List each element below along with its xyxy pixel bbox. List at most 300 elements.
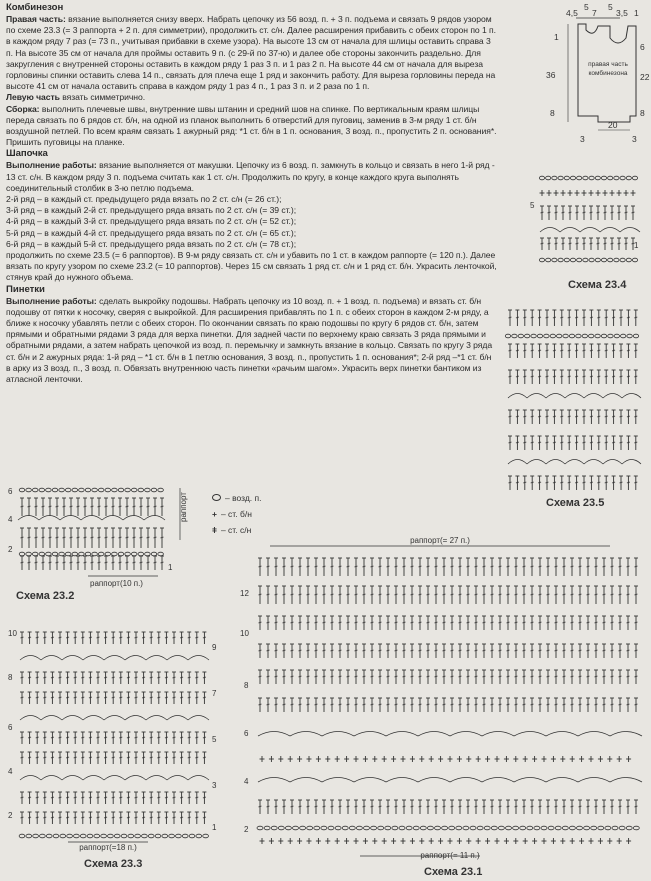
dc-bar: [119, 506, 122, 507]
row-number-right: 5: [212, 735, 217, 744]
dc-bar: [70, 562, 73, 563]
chain-row: [539, 258, 637, 262]
chain-stitch: [59, 552, 65, 556]
dc-bar: [91, 537, 94, 538]
dc-bar: [516, 317, 519, 318]
dc-bar: [491, 676, 494, 677]
chain-stitch: [257, 826, 263, 830]
dc-bar: [595, 806, 598, 807]
dc-bar: [579, 622, 582, 623]
chain-stitch: [145, 488, 151, 492]
dc-bar: [467, 566, 470, 567]
dc-bar: [119, 562, 122, 563]
chain-stitch: [550, 334, 555, 338]
dc-bar: [142, 697, 145, 698]
dc-bar: [563, 622, 566, 623]
dc-bar: [611, 806, 614, 807]
dc-bar: [403, 704, 406, 705]
dc-bar: [507, 566, 510, 567]
dc-bar: [307, 650, 310, 651]
dc-bar: [105, 537, 108, 538]
single-crochet-icon: +: [212, 509, 217, 519]
dc-bar: [499, 622, 502, 623]
dc-bar: [509, 482, 512, 483]
rapport-bottom-label: раппорт(= 11 п.): [420, 851, 480, 860]
dc-bar: [259, 676, 262, 677]
dc-bar: [119, 817, 122, 818]
dc-bar: [142, 637, 145, 638]
chain-stitch: [39, 488, 45, 492]
dc-bar: [590, 243, 593, 244]
dc-bar: [51, 637, 54, 638]
dc-bar: [571, 622, 574, 623]
dc-bar: [395, 676, 398, 677]
dc-bar: [403, 806, 406, 807]
dc-bar: [467, 704, 470, 705]
dc-bar: [427, 704, 430, 705]
dc-bar: [112, 537, 115, 538]
chain-arch: [188, 656, 209, 661]
chain-arch: [83, 716, 104, 721]
chain-arch: [354, 732, 386, 737]
dc-bar: [70, 506, 73, 507]
dc-bar: [36, 697, 39, 698]
dc-bar: [443, 704, 446, 705]
dc-bar: [36, 677, 39, 678]
dc-bar: [587, 650, 590, 651]
booties-work-paragraph: [6, 296, 498, 386]
dc-bar: [112, 562, 115, 563]
dc-bar: [161, 506, 164, 507]
row-number-1: 1: [634, 241, 639, 250]
dc-bar: [323, 622, 326, 623]
dc-bar: [387, 806, 390, 807]
dc-bar: [307, 676, 310, 677]
chain-stitch: [26, 488, 32, 492]
dc-bar: [427, 650, 430, 651]
dc-bar: [538, 442, 541, 443]
chain-stitch: [138, 488, 144, 492]
chain-arch: [146, 656, 167, 661]
row-number-4: 4: [244, 777, 249, 786]
chain-arch: [386, 778, 418, 783]
dc-bar: [331, 806, 334, 807]
dc-bar: [507, 676, 510, 677]
dc-bar: [605, 442, 608, 443]
dc-bar: [516, 376, 519, 377]
dc-bar: [491, 622, 494, 623]
dc-bar: [539, 566, 542, 567]
chain-stitch: [576, 334, 581, 338]
dc-bar: [553, 350, 556, 351]
dc-bar: [355, 594, 358, 595]
dc-bar: [150, 677, 153, 678]
dc-bar: [569, 243, 572, 244]
dc-row: [508, 370, 638, 384]
chain-stitch: [632, 258, 637, 262]
dc-bar: [203, 737, 206, 738]
chain-arch: [508, 394, 527, 399]
caption-schema-23-4: Схема 23.4: [568, 279, 627, 291]
dc-bar: [135, 817, 138, 818]
dc-bar: [547, 704, 550, 705]
dc-bar: [553, 317, 556, 318]
dc-bar: [21, 562, 24, 563]
dc-bar: [451, 650, 454, 651]
dc-bar: [451, 676, 454, 677]
chain-arch: [560, 228, 580, 233]
chain-stitch: [142, 834, 148, 838]
dc-bar: [119, 737, 122, 738]
dc-bar: [395, 594, 398, 595]
dc-bar: [635, 676, 638, 677]
dc-bar: [112, 506, 115, 507]
chain-arch: [104, 776, 125, 781]
chain-stitch: [577, 176, 582, 180]
dc-bar: [36, 797, 39, 798]
dc-bar: [180, 697, 183, 698]
dc-bar: [51, 697, 54, 698]
dc-bar: [611, 243, 614, 244]
dc-bar: [89, 677, 92, 678]
dc-bar: [267, 704, 270, 705]
chain-stitch: [413, 826, 419, 830]
chain-arch: [527, 460, 546, 465]
chain-arch: [622, 394, 641, 399]
dc-bar: [63, 537, 66, 538]
dc-row: [20, 498, 164, 516]
dc-bar: [259, 806, 262, 807]
dc-bar: [363, 704, 366, 705]
chain-stitch: [442, 826, 448, 830]
dc-bar: [491, 806, 494, 807]
dc-bar: [597, 416, 600, 417]
dc-bar: [419, 594, 422, 595]
dc-bar: [547, 594, 550, 595]
chain-arch: [290, 732, 322, 737]
chain-row: [19, 488, 163, 492]
dc-bar: [283, 566, 286, 567]
chain-arch: [60, 516, 81, 521]
chain-stitch: [564, 258, 569, 262]
dc-bar: [267, 676, 270, 677]
dc-bar: [459, 676, 462, 677]
chain-stitch: [85, 488, 91, 492]
chain-stitch: [162, 834, 168, 838]
chain-arch: [258, 732, 290, 737]
dc-bar: [315, 622, 318, 623]
dc-bar: [483, 676, 486, 677]
dc-bar: [575, 482, 578, 483]
arch-row: [18, 516, 165, 521]
dc-bar: [619, 566, 622, 567]
chain-stitch: [563, 334, 568, 338]
dc-bar: [371, 650, 374, 651]
dc-bar: [203, 797, 206, 798]
chain-stitch: [98, 488, 104, 492]
dc-bar: [195, 797, 198, 798]
dc-bar: [43, 697, 46, 698]
dc-bar: [173, 757, 176, 758]
chain-stitch: [570, 176, 575, 180]
dc-bar: [603, 594, 606, 595]
booties-work-label: Выполнение работы:: [6, 295, 97, 306]
dc-row: [20, 692, 206, 704]
dc-bar: [347, 622, 350, 623]
dc-bar: [42, 506, 45, 507]
dc-row: [540, 206, 635, 220]
dc-bar: [475, 566, 478, 567]
legend-sc: [212, 506, 262, 522]
dc-bar: [523, 350, 526, 351]
dim-right-1: 6: [640, 42, 645, 52]
dc-bar: [475, 806, 478, 807]
dc-bar: [91, 506, 94, 507]
dc-bar: [56, 537, 59, 538]
dc-bar: [127, 797, 130, 798]
chain-stitch: [19, 834, 25, 838]
chain-arch: [546, 732, 578, 737]
dc-bar: [387, 622, 390, 623]
dc-bar: [154, 562, 157, 563]
rapport-v-label: раппорт: [179, 492, 188, 522]
dc-bar: [579, 566, 582, 567]
dc-bar: [583, 482, 586, 483]
dc-bar: [634, 317, 637, 318]
dc-bar: [275, 650, 278, 651]
dc-bar: [127, 637, 130, 638]
dc-bar: [49, 562, 52, 563]
chain-stitch: [612, 826, 618, 830]
chain-stitch: [614, 176, 619, 180]
dc-bar: [339, 594, 342, 595]
dc-bar: [43, 817, 46, 818]
dc-bar: [135, 677, 138, 678]
dc-row: [258, 644, 638, 658]
dc-bar: [56, 506, 59, 507]
chain-row: [539, 176, 637, 180]
dc-bar: [291, 676, 294, 677]
dc-bar: [387, 704, 390, 705]
chain-stitch: [19, 488, 25, 492]
instructions-column: [6, 2, 498, 385]
dim-top-3: 7: [592, 8, 597, 18]
dc-bar: [560, 442, 563, 443]
dc-bar: [331, 704, 334, 705]
chain-stitch: [151, 488, 157, 492]
dc-bar: [291, 594, 294, 595]
dc-bar: [619, 704, 622, 705]
dc-bar: [419, 676, 422, 677]
dc-bar: [515, 704, 518, 705]
chain-stitch: [614, 258, 619, 262]
dc-bar: [339, 622, 342, 623]
dc-bar: [74, 677, 77, 678]
dc-bar: [74, 637, 77, 638]
dc-row: [508, 410, 638, 424]
chain-stitch: [158, 488, 164, 492]
dc-bar: [395, 704, 398, 705]
dc-bar: [66, 757, 69, 758]
dc-bar: [81, 677, 84, 678]
chain-arch: [514, 732, 546, 737]
dc-bar: [597, 317, 600, 318]
dc-bar: [546, 442, 549, 443]
dc-bar: [531, 566, 534, 567]
dc-bar: [140, 506, 143, 507]
dc-bar: [579, 594, 582, 595]
dc-row: [258, 800, 638, 814]
chain-stitch: [608, 258, 613, 262]
dc-bar: [597, 350, 600, 351]
dc-bar: [595, 566, 598, 567]
dc-bar: [323, 566, 326, 567]
chart-schema-23-2: [8, 482, 208, 588]
dc-bar: [267, 622, 270, 623]
dc-bar: [419, 650, 422, 651]
dc-bar: [605, 317, 608, 318]
dc-bar: [619, 676, 622, 677]
chain-arch: [584, 460, 603, 465]
chain-stitch: [52, 488, 58, 492]
dc-bar: [612, 350, 615, 351]
dc-bar: [411, 650, 414, 651]
chain-stitch: [335, 826, 341, 830]
chain-stitch: [470, 826, 476, 830]
chain-stitch: [128, 834, 134, 838]
dc-bar: [363, 650, 366, 651]
dc-bar: [547, 806, 550, 807]
dc-bar: [59, 757, 62, 758]
chart-schema-23-1: [240, 532, 650, 872]
dc-bar: [127, 757, 130, 758]
dc-bar: [331, 676, 334, 677]
legend-chain: [212, 490, 262, 506]
dc-bar: [97, 817, 100, 818]
dc-bar: [104, 757, 107, 758]
dc-bar: [299, 704, 302, 705]
chain-stitch: [196, 834, 202, 838]
dc-bar: [180, 677, 183, 678]
dc-bar: [387, 566, 390, 567]
dc-bar: [165, 677, 168, 678]
dc-bar: [36, 637, 39, 638]
section-title-hat: Шапочка: [6, 148, 48, 160]
row-number-1: 1: [168, 563, 173, 572]
chain-stitch: [544, 334, 549, 338]
chain-stitch: [633, 334, 638, 338]
dc-bar: [203, 677, 206, 678]
dc-bar: [195, 757, 198, 758]
dc-bar: [516, 442, 519, 443]
dc-bar: [555, 704, 558, 705]
dc-bar: [516, 482, 519, 483]
chain-stitch: [619, 826, 625, 830]
chain-stitch: [79, 488, 85, 492]
dc-bar: [563, 650, 566, 651]
dc-bar: [627, 566, 630, 567]
dim-left-2: 36: [546, 70, 556, 80]
dc-bar: [331, 566, 334, 567]
dc-bar: [77, 562, 80, 563]
dc-bar: [81, 697, 84, 698]
dc-bar: [119, 677, 122, 678]
dc-bar: [283, 806, 286, 807]
chain-stitch: [608, 334, 613, 338]
chain-stitch: [595, 176, 600, 180]
dc-bar: [49, 506, 52, 507]
dc-bar: [634, 482, 637, 483]
dc-bar: [419, 806, 422, 807]
dc-row: [508, 310, 638, 326]
dc-bar: [203, 637, 206, 638]
dc-bar: [51, 797, 54, 798]
dc-bar: [568, 416, 571, 417]
dc-bar: [188, 797, 191, 798]
dc-bar: [315, 566, 318, 567]
dc-bar: [499, 676, 502, 677]
chain-arch: [290, 778, 322, 783]
chain-stitch: [399, 826, 405, 830]
dc-bar: [126, 562, 129, 563]
dc-bar: [203, 757, 206, 758]
dc-bar: [603, 650, 606, 651]
dc-bar: [539, 676, 542, 677]
chain-stitch: [620, 258, 625, 262]
dc-bar: [553, 376, 556, 377]
dc-bar: [419, 622, 422, 623]
dc-bar: [459, 622, 462, 623]
dc-bar: [587, 676, 590, 677]
dc-bar: [315, 806, 318, 807]
chain-stitch: [584, 826, 590, 830]
dc-bar: [531, 317, 534, 318]
dc-bar: [635, 566, 638, 567]
row-number-left: 2: [8, 811, 13, 820]
dc-bar: [283, 650, 286, 651]
dc-bar: [347, 566, 350, 567]
dc-bar: [157, 637, 160, 638]
dc-bar: [63, 562, 66, 563]
chain-icon: [212, 494, 221, 501]
chain-stitch: [595, 258, 600, 262]
dc-bar: [620, 317, 623, 318]
sc-row: [260, 756, 632, 762]
chain-stitch: [569, 334, 574, 338]
chain-arch: [580, 228, 600, 233]
chain-stitch: [392, 826, 398, 830]
row-number-5: 5: [530, 201, 535, 210]
dc-bar: [165, 817, 168, 818]
dc-bar: [563, 704, 566, 705]
chain-arch: [125, 656, 146, 661]
dc-bar: [523, 442, 526, 443]
dc-bar: [516, 350, 519, 351]
dc-bar: [627, 650, 630, 651]
dc-bar: [491, 566, 494, 567]
arch-row: [258, 778, 642, 783]
chain-stitch: [633, 826, 639, 830]
dc-bar: [275, 622, 278, 623]
dc-bar: [119, 757, 122, 758]
dc-bar: [275, 806, 278, 807]
dc-bar: [127, 817, 130, 818]
symbol-legend: [212, 490, 262, 538]
dc-bar: [84, 506, 87, 507]
dc-bar: [523, 650, 526, 651]
dc-bar: [618, 243, 621, 244]
rapport-h-label: раппорт(10 п.): [90, 579, 143, 588]
